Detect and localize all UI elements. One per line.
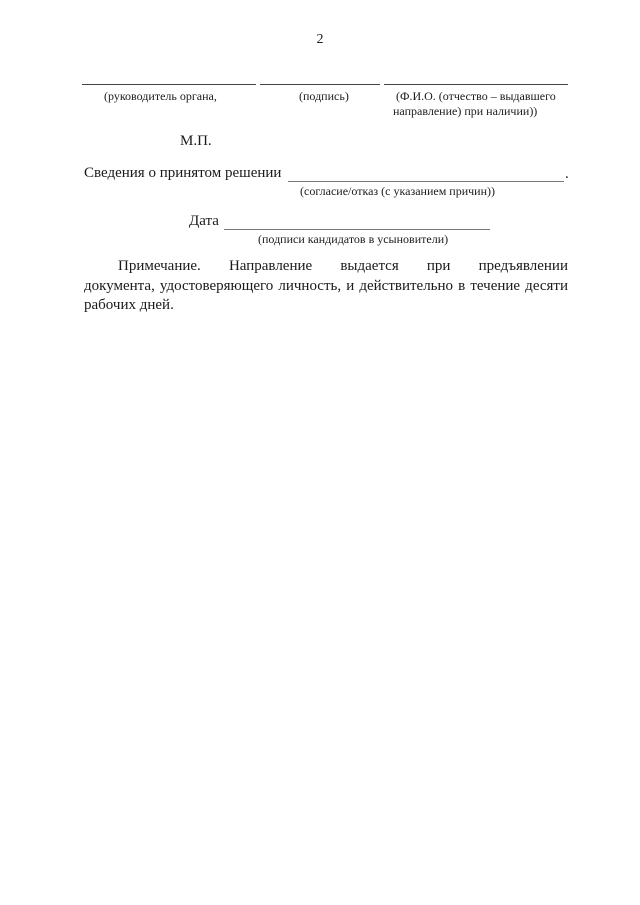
date-line — [224, 229, 490, 230]
signature-line-sign — [260, 84, 380, 85]
signature-caption: (подпись) — [299, 89, 349, 103]
stamp-label: М.П. — [180, 133, 212, 149]
note-line-3: рабочих дней. — [84, 297, 174, 313]
date-caption: (подписи кандидатов в усыновители) — [258, 232, 449, 246]
fio-caption-line1: (Ф.И.О. (отчество – выдавшего — [396, 89, 556, 103]
signature-line-head — [82, 84, 256, 85]
page-number: 2 — [316, 32, 324, 47]
date-label: Дата — [189, 213, 219, 229]
decision-caption: (согласие/отказ (с указанием причин)) — [300, 184, 495, 198]
note-line-2: документа, удостоверяющего личность, и действительно в течение десяти — [84, 277, 568, 294]
decision-line — [288, 181, 564, 182]
decision-period: . — [565, 166, 569, 182]
note-paragraph — [84, 257, 568, 316]
note-line-1: Примечание. Направление выдается при предъявлении — [118, 258, 568, 274]
fio-caption-line2: направление) при наличии)) — [393, 104, 538, 118]
head-caption: (руководитель органа, — [104, 89, 217, 103]
decision-label: Сведения о принятом решении — [84, 165, 282, 181]
signature-line-fio — [384, 84, 568, 85]
